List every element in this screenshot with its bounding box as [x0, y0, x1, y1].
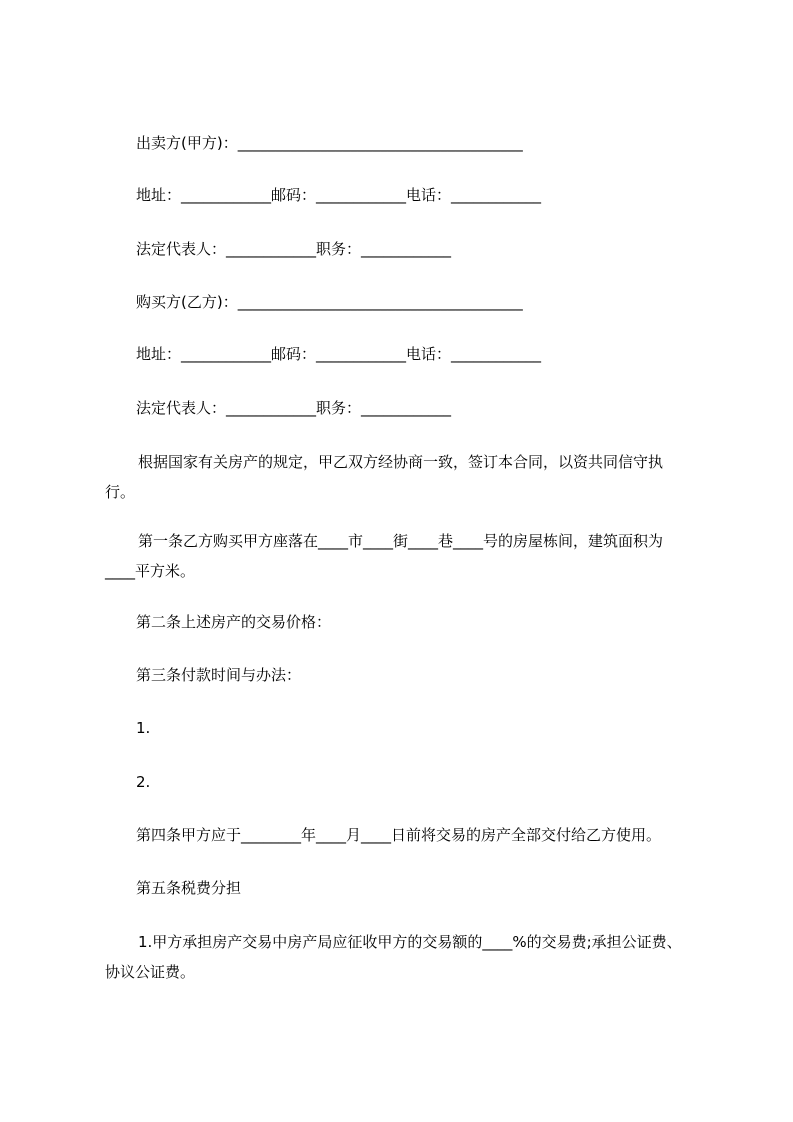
seller-contact-line: 地址：____________邮码：____________电话：____________: [136, 186, 542, 204]
article-5-item-1-line-1: 1.甲方承担房产交易中房产局应征收甲方的交易额的____%的交易费;承担公证费、: [138, 933, 682, 951]
article-1-paragraph: [105, 526, 705, 586]
article-5-item-1-line-2: 协议公证费。: [105, 963, 196, 981]
article-1-line-1: 第一条乙方购买甲方座落在____市____街____巷____号的房屋栋间，建筑面积为: [138, 532, 664, 550]
payment-item-1: 1.: [136, 719, 151, 737]
buyer-contact-line: 地址：____________邮码：____________电话：____________: [136, 345, 542, 363]
buyer-representative-line: 法定代表人：____________职务：____________: [136, 399, 452, 417]
buyer-line: 购买方(乙方)：______________________________________: [136, 293, 523, 311]
article-5-item-1-paragraph: [105, 927, 705, 987]
article-5-heading: 第五条税费分担: [136, 879, 242, 897]
seller-representative-line: 法定代表人：____________职务：____________: [136, 240, 452, 258]
article-2-heading: 第二条上述房产的交易价格：: [136, 613, 332, 631]
article-4-line: 第四条甲方应于________年____月____日前将交易的房产全部交付给乙方使用。: [136, 826, 662, 844]
payment-item-2: 2.: [136, 773, 151, 791]
seller-line: 出卖方(甲方)：______________________________________: [136, 134, 523, 152]
preamble-line-1: 根据国家有关房产的规定，甲乙双方经协商一致，签订本合同，以资共同信守执: [138, 453, 664, 471]
preamble-paragraph: [105, 447, 705, 507]
article-1-line-2: ____平方米。: [105, 562, 196, 580]
preamble-line-2: 行。: [105, 483, 136, 501]
article-3-heading: 第三条付款时间与办法：: [136, 666, 302, 684]
